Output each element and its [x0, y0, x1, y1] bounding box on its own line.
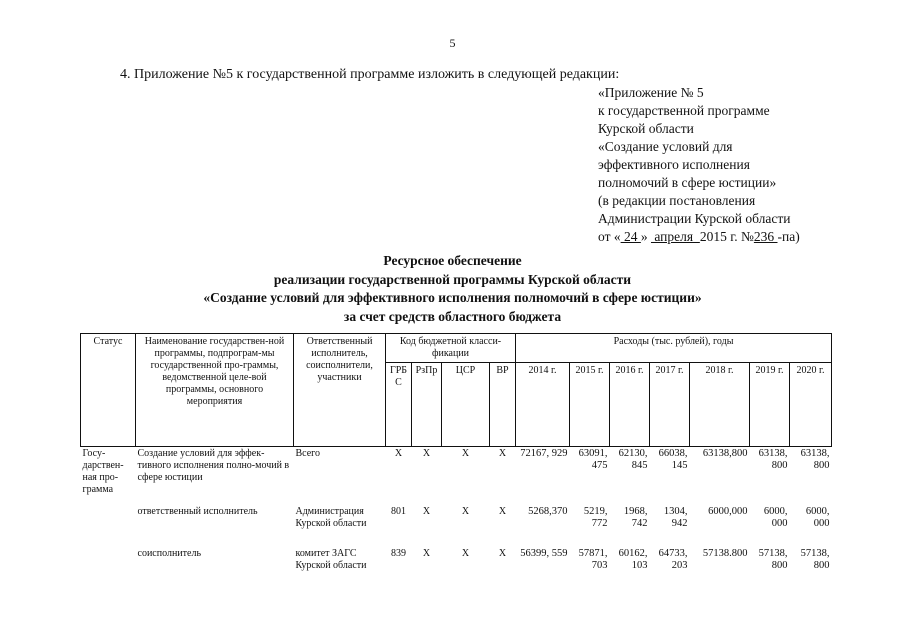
row-value-2016: 60162, 103 — [618, 547, 648, 571]
decree-day: 24 — [620, 229, 641, 244]
appendix-line6: полномочий в сфере юстиции» — [598, 175, 777, 190]
row-value-2018: 6000,000 — [708, 505, 748, 517]
header-vr: ВР — [490, 363, 516, 447]
appendix-line3: Курской области — [598, 121, 694, 136]
header-rzpr: РзПр — [412, 363, 442, 447]
row-value-2019: 63138, 800 — [758, 448, 788, 471]
row-value-2016: 1968, 742 — [623, 505, 648, 529]
title-line2: реализации государственной программы Курской области — [273, 271, 632, 287]
row-value-2020: 57138, 800 — [800, 547, 830, 571]
row-rzpr: Х — [422, 505, 431, 517]
appendix-line4: «Создание условий для — [598, 139, 733, 154]
header-csr: ЦСР — [442, 363, 490, 447]
appendix-line2: к государственной программе — [598, 103, 770, 118]
row-value-2019: 57138, 800 — [758, 547, 788, 571]
appendix-line8: Администрации Курской области — [598, 211, 791, 226]
header-year-2015: 2015 г. — [570, 363, 610, 447]
header-year-2018: 2018 г. — [690, 363, 750, 447]
appendix-note — [598, 84, 800, 246]
table-row — [81, 547, 832, 589]
row-executor: Администрация Курской области — [295, 505, 367, 529]
row-value-2018: 57138.800 — [702, 547, 748, 559]
row-value-2014: 5268,370 — [528, 505, 568, 517]
row-rzpr: Х — [422, 448, 431, 459]
document-title — [0, 252, 905, 326]
row-csr: Х — [461, 505, 470, 517]
header-executor: Ответственный исполнитель, соисполнители, участники — [294, 334, 386, 447]
row-grbs: 839 — [391, 547, 406, 559]
row-vr: Х — [498, 505, 507, 517]
row-vr: Х — [498, 547, 507, 559]
row-grbs: 801 — [391, 505, 406, 517]
appendix-line7: (в редакции постановления — [598, 193, 756, 208]
appendix-line5: эффективного исполнения — [598, 157, 750, 172]
title-line1: Ресурсное обеспечение — [383, 253, 522, 268]
header-expenses: Расходы (тыс. рублей), годы — [516, 334, 832, 363]
title-line4: за счет средств областного бюджета — [343, 308, 562, 324]
row-status — [81, 505, 136, 547]
row-value-2019: 6000, 000 — [763, 505, 788, 529]
header-status: Статус — [81, 334, 136, 447]
decree-month: апреля — [650, 229, 700, 244]
row-csr: Х — [461, 547, 470, 559]
row-value-2020: 63138, 800 — [800, 448, 830, 471]
table-row — [81, 447, 832, 505]
resource-table — [80, 333, 832, 589]
table-row — [81, 505, 832, 547]
title-line3: «Создание условий для эффективного исполнения полномочий в сфере юстиции» — [203, 290, 702, 305]
row-value-2017: 64733, 203 — [658, 547, 688, 571]
row-value-2015: 57871, 703 — [578, 547, 608, 571]
row-value-2017: 1304, 942 — [663, 505, 688, 529]
row-value-2014: 56399, 559 — [520, 547, 568, 559]
row-value-2015: 63091, 475 — [578, 448, 608, 471]
row-status — [81, 547, 136, 589]
row-executor: комитет ЗАГС Курской области — [295, 547, 367, 571]
header-year-2019: 2019 г. — [750, 363, 790, 447]
row-value-2016: 62130, 845 — [618, 448, 648, 471]
page-number: 5 — [449, 36, 456, 50]
row-value-2015: 5219, 772 — [583, 505, 608, 529]
row-name: соисполнитель — [137, 547, 202, 559]
appendix-date: от « 24 » апреля 2015 г. №236 -па) — [598, 229, 800, 244]
header-year-2016: 2016 г. — [610, 363, 650, 447]
row-name: ответственный исполнитель — [137, 505, 258, 517]
row-value-2014: 72167, 929 — [520, 448, 568, 459]
row-name: Создание условий для эффек-тивного исполнения полно-мочий в сфере юстиции — [137, 448, 290, 483]
row-csr: Х — [461, 448, 470, 459]
header-grbs: ГРБ С — [386, 363, 412, 447]
row-vr: Х — [498, 448, 507, 459]
row-value-2017: 66038, 145 — [658, 448, 688, 471]
row-value-2020: 6000, 000 — [805, 505, 830, 529]
decree-number: 236 — [753, 229, 778, 244]
appendix-line1: «Приложение № 5 — [598, 85, 704, 100]
row-status: Госу-дарствен-ная про-грамма — [82, 448, 124, 495]
header-year-2017: 2017 г. — [650, 363, 690, 447]
header-year-2014: 2014 г. — [516, 363, 570, 447]
header-name: Наименование государствен-ной программы, подпрограм-мы государственной про-граммы, ведомственной целе-вой программы, основного мероприятия — [136, 334, 294, 447]
row-rzpr: Х — [422, 547, 431, 559]
row-value-2018: 63138,800 — [702, 448, 748, 459]
intro-paragraph: 4. Приложение №5 к государственной программе изложить в следующей редакции: — [120, 67, 620, 82]
row-executor: Всего — [295, 448, 321, 459]
header-budget-code: Код бюджетной класси-фикации — [386, 334, 516, 363]
header-year-2020: 2020 г. — [790, 363, 832, 447]
row-grbs: Х — [394, 448, 403, 459]
